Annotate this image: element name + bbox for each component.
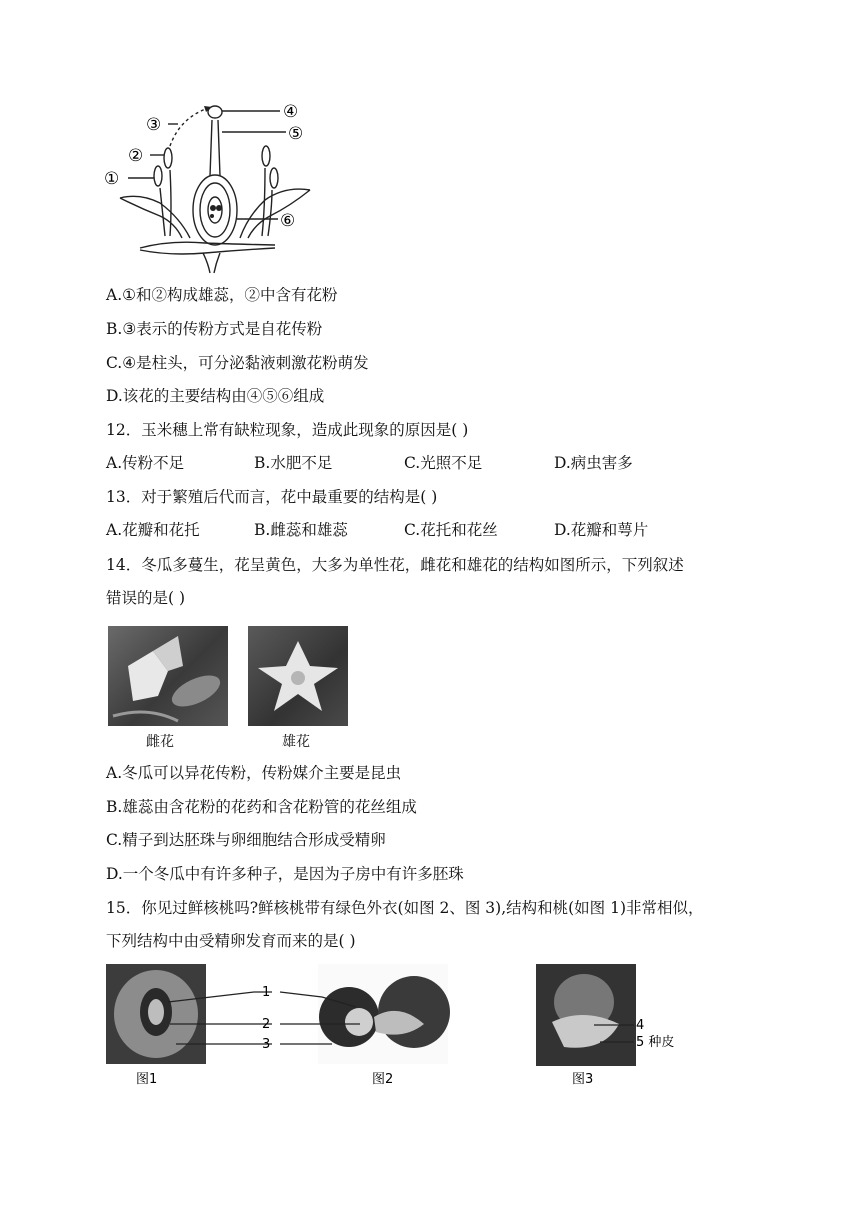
q14-option-c: C.精子到达胚珠与卵细胞结合形成受精卵: [106, 831, 386, 849]
label-2: ②: [128, 146, 144, 166]
walnut-figures: [104, 962, 744, 1090]
male-flower-photo: [248, 626, 348, 726]
fig-label-5: 5 种皮: [636, 1035, 675, 1050]
q12-option-a: A.传粉不足: [106, 454, 185, 472]
q14-stem-line2: 错误的是( ): [106, 589, 186, 607]
q14-option-b: B.雄蕊由含花粉的花药和含花粉管的花丝组成: [106, 798, 417, 816]
q11-option-a: A.①和②构成雄蕊，②中含有花粉: [106, 286, 338, 304]
q12-option-c: C.光照不足: [404, 454, 483, 472]
q15-stem-line2: 下列结构中由受精卵发育而来的是( ): [106, 932, 356, 950]
q13-option-c: C.花托和花丝: [404, 521, 498, 539]
q13-stem: 13．对于繁殖后代而言，花中最重要的结构是( ): [106, 488, 438, 506]
label-1: ①: [104, 169, 120, 189]
q12-option-d: D.病虫害多: [554, 454, 633, 472]
fig1-caption: 图1: [136, 1072, 158, 1087]
q11-option-c: C.④是柱头，可分泌黏液刺激花粉萌发: [106, 354, 369, 372]
q14-stem-line1: 14．冬瓜多蔓生，花呈黄色，大多为单性花，雌花和雄花的结构如图所示，下列叙述: [106, 556, 684, 574]
fig-label-1: 1: [262, 985, 271, 1000]
label-4: ④: [283, 102, 299, 122]
q11-option-b: B.③表示的传粉方式是自花传粉: [106, 320, 323, 338]
fig-label-4: 4: [636, 1018, 645, 1033]
q13-option-a: A.花瓣和花托: [106, 521, 200, 539]
label-5: ⑤: [288, 124, 304, 144]
q13-option-d: D.花瓣和萼片: [554, 521, 649, 539]
label-3: ③: [146, 115, 162, 135]
flower-structure-diagram: [100, 98, 330, 276]
q13-option-b: B.雌蕊和雄蕊: [254, 521, 348, 539]
fig3-caption: 图3: [572, 1072, 594, 1087]
q14-option-a: A.冬瓜可以异花传粉，传粉媒介主要是昆虫: [106, 764, 402, 782]
q15-stem-line1: 15．你见过鲜核桃吗?鲜核桃带有绿色外衣(如图 2、图 3),结构和桃(如图 1)非常相似，: [106, 899, 704, 917]
q12-stem: 12．玉米穗上常有缺粒现象，造成此现象的原因是( ): [106, 421, 469, 439]
fig2-caption: 图2: [372, 1072, 394, 1087]
label-6: ⑥: [280, 211, 296, 231]
q14-option-d: D.一个冬瓜中有许多种子，是因为子房中有许多胚珠: [106, 865, 464, 883]
fig-label-2: 2: [262, 1017, 271, 1032]
male-flower-caption: 雄花: [282, 734, 310, 750]
female-flower-caption: 雌花: [146, 734, 174, 750]
q12-option-b: B.水肥不足: [254, 454, 333, 472]
q11-option-d: D.该花的主要结构由④⑤⑥组成: [106, 387, 325, 405]
fig-label-3: 3: [262, 1037, 271, 1052]
female-flower-photo: [108, 626, 228, 726]
